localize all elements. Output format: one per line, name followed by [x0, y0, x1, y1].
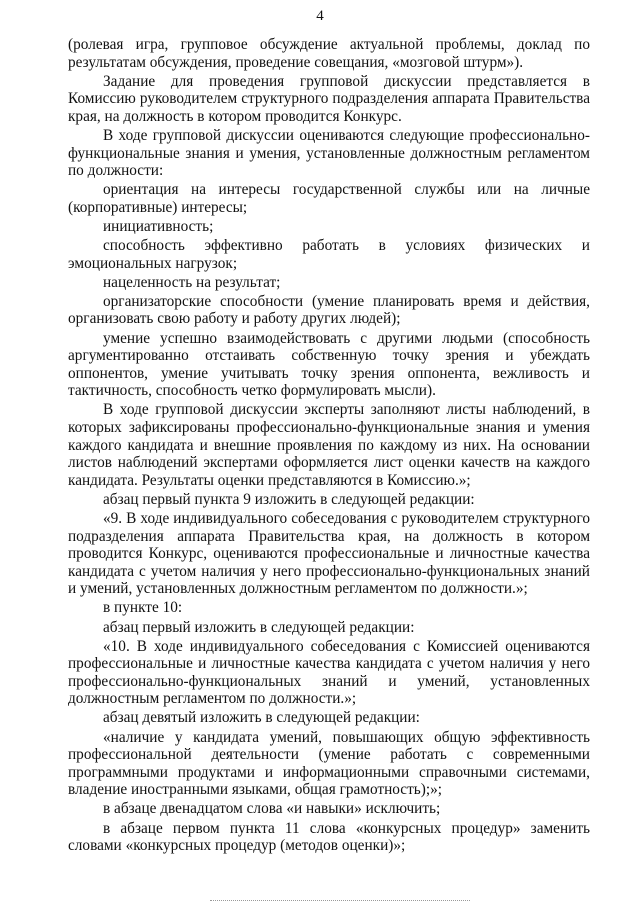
amendment-text: «9. В ходе индивидуального собеседования с руководителем структурного подразделения аппарата Правительства края, на должность в котором проводится Конкурс, оцениваются профессиональные и личностные качества кандидата с учетом наличия у него профессионально-функциональных знаний и умений, установленных должностным регламентом по должности.»;	[68, 509, 590, 598]
document-body	[68, 36, 590, 855]
page-number: 4	[316, 8, 324, 24]
amendment-instruction: в абзаце первом пункта 11 слова «конкурсных процедур» заменить словами «конкурсных процедур (методов оценки)»;	[68, 819, 590, 855]
amendment-instruction: абзац первый пункта 9 изложить в следующей редакции:	[103, 490, 475, 508]
list-item: способность эффективно работать в условиях физических и эмоциональных нагрузок;	[68, 237, 590, 272]
list-item: организаторские способности (умение планировать время и действия, организовать свою работу и работу других людей);	[68, 292, 590, 328]
paragraph-3: В ходе групповой дискуссии оцениваются следующие профессионально-функциональные знания и умения, установленные должностным регламентом по должности:	[68, 126, 590, 180]
paragraph-2: Задание для проведения групповой дискуссии представляется в Комиссию руководителем структурного подразделения аппарата Правительства края, на должность в котором проводится Конкурс.	[68, 72, 590, 125]
amendment-instruction: в пункте 10:	[103, 599, 183, 617]
paragraph-1: (ролевая игра, групповое обсуждение актуальной проблемы, доклад по результатам обсуждения, проведение совещания, «мозговой штурм»).	[68, 36, 590, 71]
amendment-instruction: абзац первый изложить в следующей редакции:	[103, 618, 415, 636]
amendment-text: «10. В ходе индивидуального собеседования с Комиссией оцениваются профессиональные и личностные качества кандидата с учетом наличия у него профессионально-функциональных знаний и умений, установленных должностным регламентом по должности.»;	[68, 637, 590, 708]
page-bottom-edge	[210, 900, 470, 901]
amendment-text: «наличие у кандидата умений, повышающих общую эффективность профессиональной деятельности (умение работать с современными программными продуктами и информационными справочными системами, владение иностранными языками, общая грамотность);»;	[68, 728, 590, 799]
list-item: ориентация на интересы государственной службы или на личные (корпоративные) интересы;	[68, 181, 590, 216]
amendment-instruction: абзац девятый изложить в следующей редакции:	[103, 709, 420, 727]
list-item: нацеленность на результат;	[103, 273, 281, 291]
paragraph-observation: В ходе групповой дискуссии эксперты заполняют листы наблюдений, в которых зафиксированы профессионально-функциональные знания и умения каждого кандидата и внешние проявления по каждому из них. На основании листов наблюдений экспертами оформляется лист оценки качеств на каждого кандидата. Результаты оценки представляются в Комиссию.»;	[68, 401, 590, 489]
list-item: инициативность;	[103, 217, 214, 235]
list-item: умение успешно взаимодействовать с другими людьми (способность аргументированно отстаивать собственную точку зрения и убеждать оппонентов, умение учитывать точку зрения оппонента, вежливость и тактичность, способность четко формулировать мысли).	[68, 329, 590, 400]
amendment-instruction: в абзаце двенадцатом слова «и навыки» исключить;	[103, 800, 441, 818]
